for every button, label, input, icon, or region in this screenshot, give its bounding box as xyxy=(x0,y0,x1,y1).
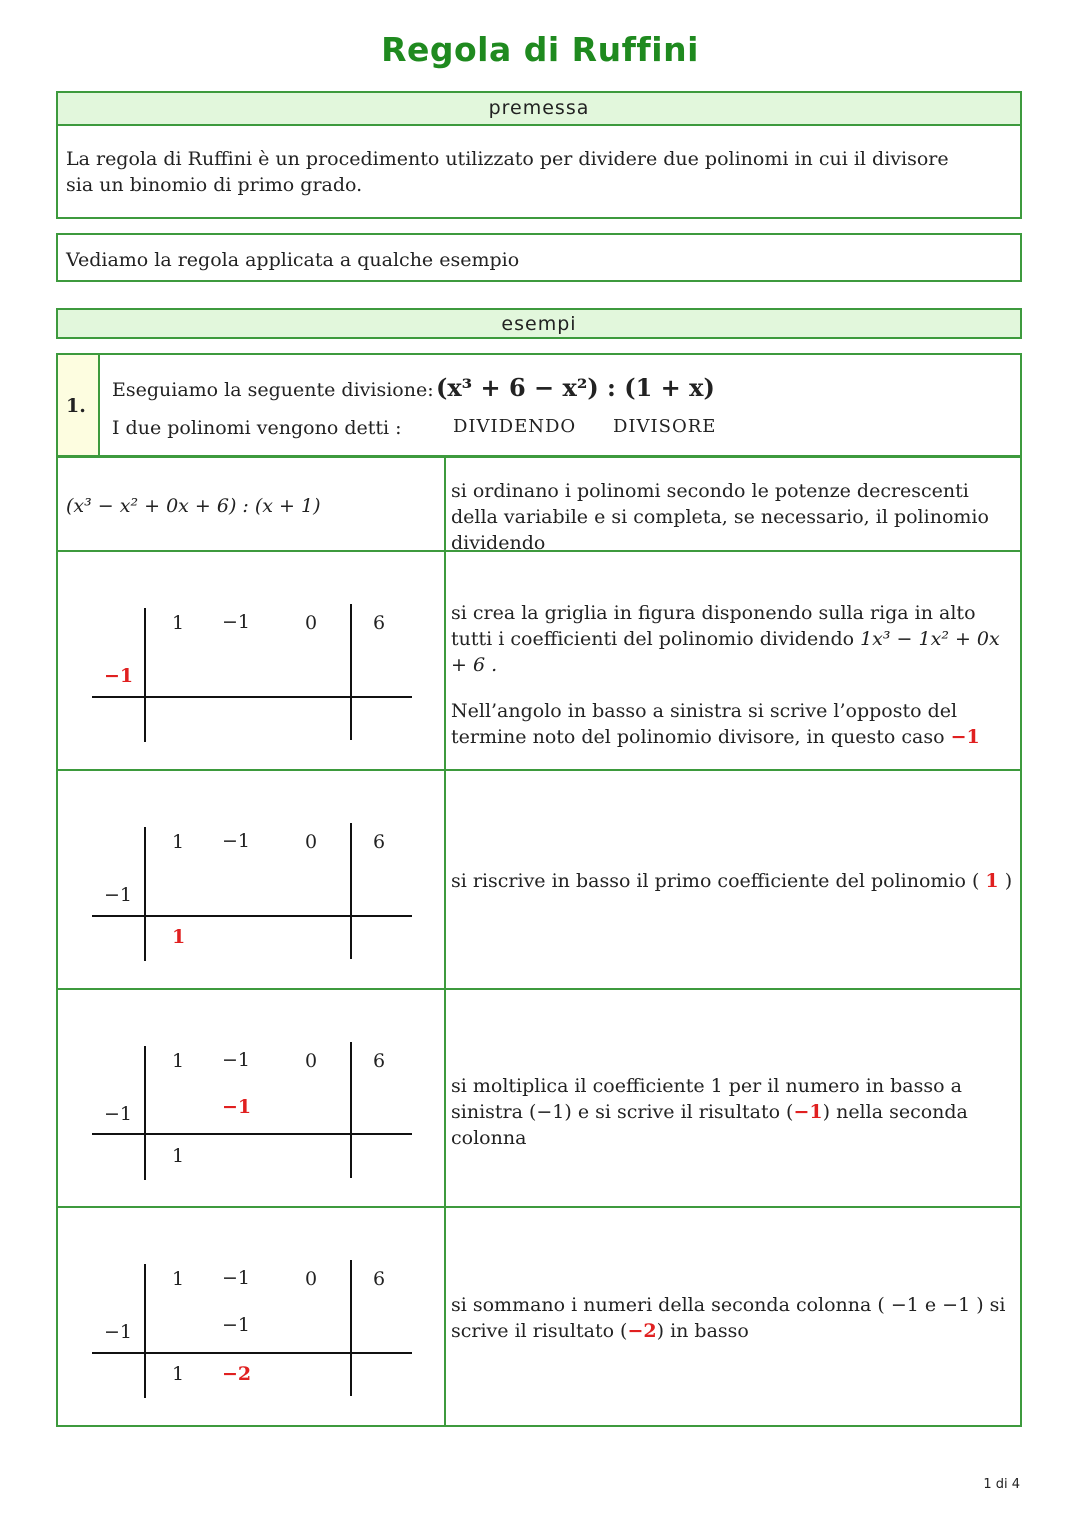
grid-top-value: −1 xyxy=(222,611,251,633)
grid-top-value: −1 xyxy=(222,1267,251,1289)
page-title: Regola di Ruffini xyxy=(381,30,699,69)
example-1-box xyxy=(56,353,1022,457)
division-expression: (x³ + 6 − x²) : (1 + x) xyxy=(436,373,715,402)
grid-divisor-value: −1 xyxy=(104,1103,133,1125)
step-3-highlight: 1 xyxy=(985,870,999,892)
step-5-text-a: si sommano i numeri della seconda colonna ( −1 e −1 ) si scrive il risultato ( xyxy=(451,1294,1006,1342)
grid-top-value: 6 xyxy=(373,612,386,634)
grid-middle-value: −1 xyxy=(222,1314,251,1336)
step-1-left xyxy=(58,458,444,550)
step-1-right xyxy=(451,478,1021,556)
grid-top-value: 6 xyxy=(373,1050,386,1072)
ruffini-grid-4 xyxy=(58,1208,444,1425)
steps-table xyxy=(56,456,1022,1427)
step-2-paragraph-1 xyxy=(451,600,1021,678)
column-divider xyxy=(444,456,446,1425)
grid-bottom-value: 1 xyxy=(172,1145,185,1167)
ruffini-grid-1 xyxy=(58,552,444,769)
step-2-right xyxy=(451,600,1021,750)
intro-box xyxy=(56,233,1022,282)
step-4-text-a: si moltiplica il coefficiente 1 per il numero in basso a sinistra (−1) e si scrive il risultato ( xyxy=(451,1075,962,1123)
step-3-text-b: ) xyxy=(998,870,1013,892)
step-4-text-b: ) nella seconda colonna xyxy=(451,1101,968,1149)
premessa-box xyxy=(56,91,1022,219)
names-label: I due polinomi vengono detti : xyxy=(112,417,402,439)
grid-divisor-value: −1 xyxy=(104,665,134,687)
grid-divisor-value: −1 xyxy=(104,884,133,906)
grid-bottom-value: 1 xyxy=(172,1363,185,1385)
step-4-highlight: −1 xyxy=(793,1101,823,1123)
step-5-text-b: ) in basso xyxy=(656,1320,749,1342)
grid-middle-value: −1 xyxy=(222,1096,252,1118)
grid-top-value: 0 xyxy=(305,831,318,853)
ruffini-grid-3 xyxy=(58,990,444,1206)
step-2-paragraph-2 xyxy=(451,698,1021,750)
grid-divisor-value: −1 xyxy=(104,1321,133,1343)
grid-top-value: 0 xyxy=(305,1268,318,1290)
ruffini-grid-2 xyxy=(58,771,444,988)
example-number xyxy=(58,355,100,455)
grid-top-value: 1 xyxy=(172,1268,185,1290)
step-5-highlight: −2 xyxy=(627,1320,657,1342)
grid-top-value: 6 xyxy=(373,1268,386,1290)
step-2-text-b: Nell’angolo in basso a sinistra si scrive l’opposto del termine noto del polinomio divisore, in questo caso xyxy=(451,700,958,748)
example-number-label: 1. xyxy=(66,395,86,417)
premessa-header: premessa xyxy=(58,93,1020,126)
page-number: 1 di 4 xyxy=(983,1477,1020,1492)
step-1-text: si ordinano i polinomi secondo le potenze decrescenti della variabile e si completa, se necessario, il polinomio dividendo xyxy=(451,480,989,554)
grid-top-value: 6 xyxy=(373,831,386,853)
esempi-header: esempi xyxy=(56,308,1022,339)
dividendo-label: DIVIDENDO xyxy=(453,416,577,437)
grid-top-value: 1 xyxy=(172,831,185,853)
grid-bottom-value: −2 xyxy=(222,1363,252,1385)
ordered-division-expression: (x³ − x² + 0x + 6) : (x + 1) xyxy=(66,495,321,517)
intro-text: Vediamo la regola applicata a qualche esempio xyxy=(66,249,520,271)
dividend-polynomial: 1x³ − 1x² + 0x + 6 . xyxy=(451,628,1000,676)
grid-top-value: 0 xyxy=(305,1050,318,1072)
divisore-label: DIVISORE xyxy=(613,416,717,437)
grid-top-value: 1 xyxy=(172,1050,185,1072)
grid-bottom-value: 1 xyxy=(172,926,186,948)
step-5-right xyxy=(451,1292,1021,1344)
step-2-highlight: −1 xyxy=(950,726,980,748)
step-2-text-a: si crea la griglia in figura disponendo sulla riga in alto tutti i coefficienti del polinomio dividendo xyxy=(451,602,976,650)
grid-top-value: 0 xyxy=(305,612,318,634)
step-3-right xyxy=(451,868,1021,894)
premessa-text: La regola di Ruffini è un procedimento utilizzato per dividere due polinomi in cui il divisore sia un binomio di primo grado. xyxy=(66,148,949,196)
step-4-right xyxy=(451,1073,1021,1151)
division-label: Eseguiamo la seguente divisione: xyxy=(112,379,434,401)
step-3-text-a: si riscrive in basso il primo coefficiente del polinomio ( xyxy=(451,870,986,892)
grid-top-value: −1 xyxy=(222,1049,251,1071)
grid-top-value: 1 xyxy=(172,612,185,634)
grid-top-value: −1 xyxy=(222,830,251,852)
